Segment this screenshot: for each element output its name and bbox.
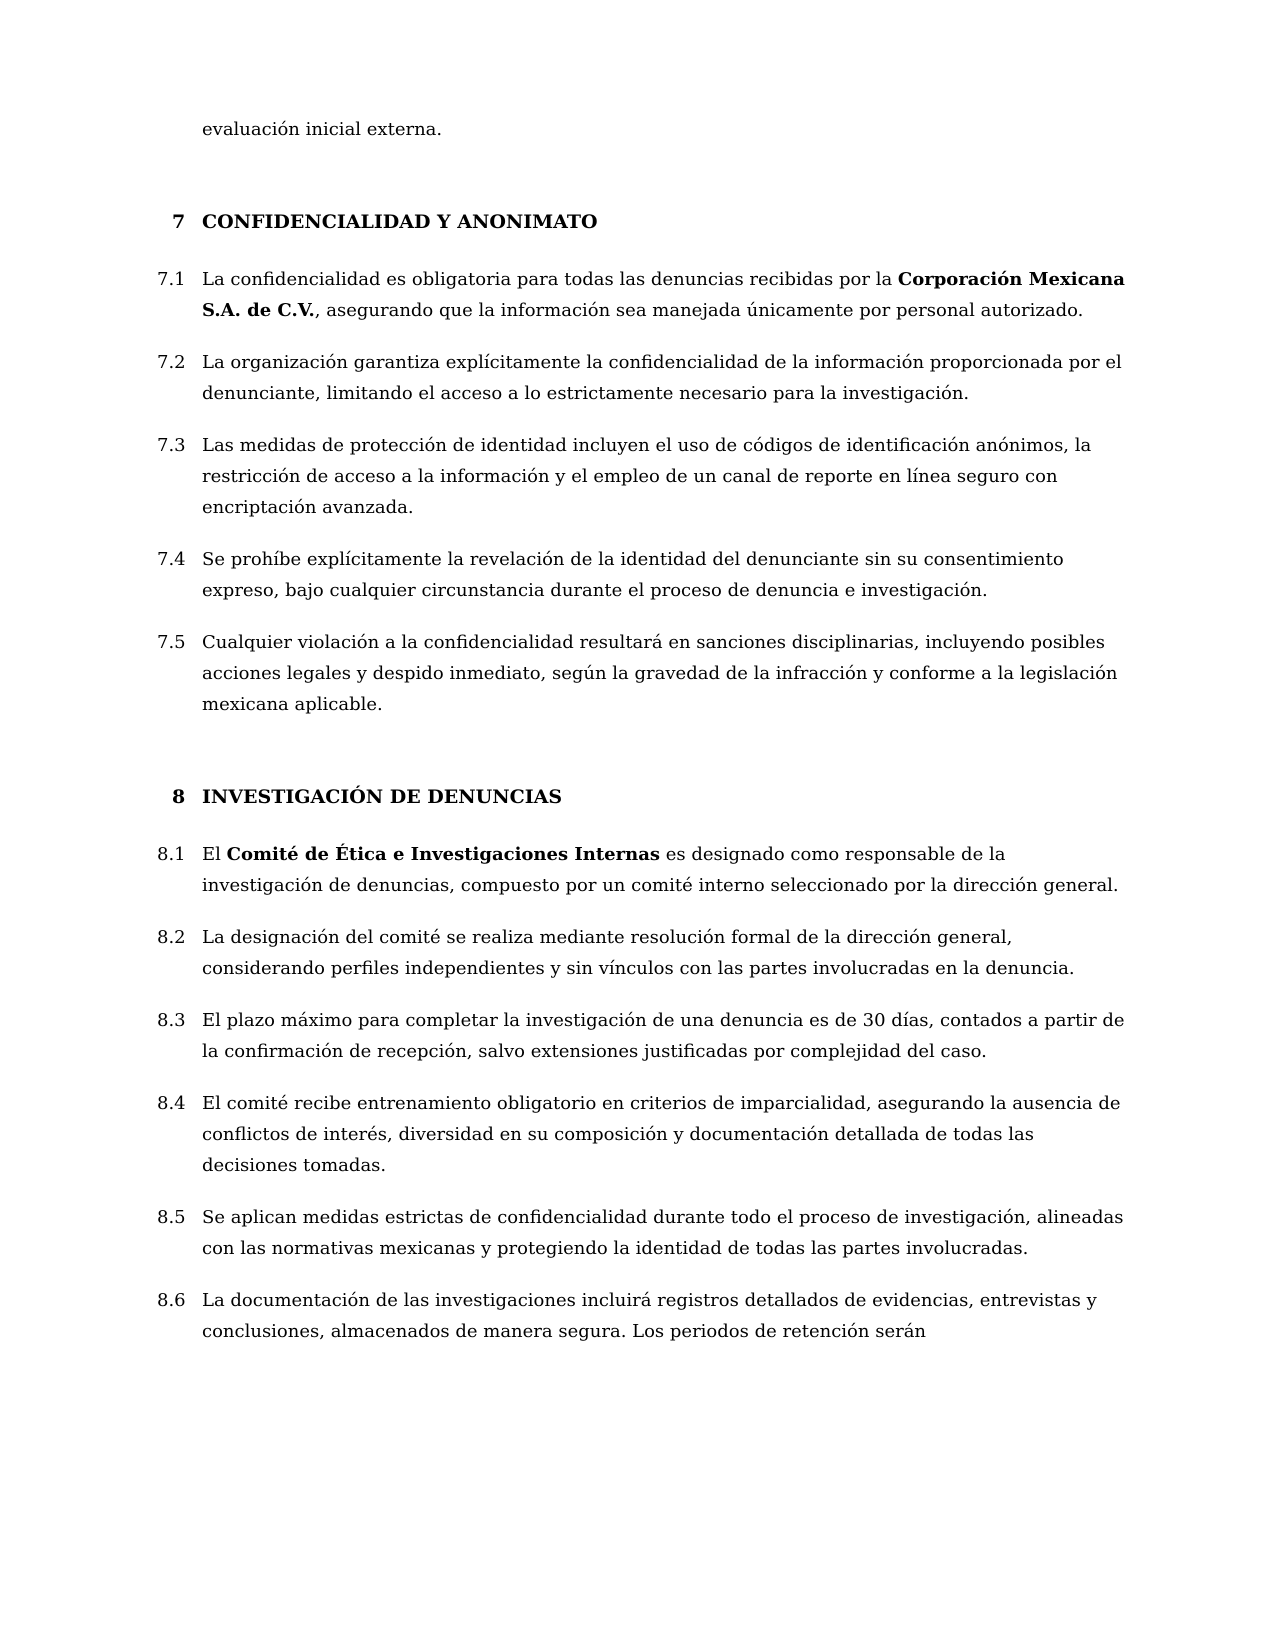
clause-item — [157, 839, 1132, 901]
bold-text-run: Comité de Ética e Investigaciones Internas — [226, 844, 660, 865]
clause-item — [157, 1285, 1132, 1347]
text-run: La documentación de las investigaciones incluirá registros detallados de evidencias, entrevistas y conclusiones, almacenados de manera segura. Los periodos de retención serán — [202, 1290, 1097, 1342]
text-run: Se prohíbe explícitamente la revelación de la identidad del denunciante sin su consentimiento expreso, bajo cualquier circunstancia durante el proceso de denuncia e investigación. — [202, 549, 1064, 601]
clause-item — [157, 264, 1132, 326]
text-run: El comité recibe entrenamiento obligatorio en criterios de imparcialidad, asegurando la ausencia de conflictos de interés, diversidad en su composición y documentación detallada de todas las decisiones tomadas. — [202, 1093, 1121, 1176]
section-number: 7 — [172, 211, 186, 233]
clause-number: 8.3 — [157, 1010, 186, 1031]
section-heading — [157, 207, 1132, 238]
clause-item — [157, 1202, 1132, 1264]
clause-text — [202, 544, 1132, 606]
clause-item — [157, 347, 1132, 409]
clause-number: 8.1 — [157, 844, 186, 865]
clause-number: 8.2 — [157, 927, 186, 948]
clause-text — [202, 430, 1132, 523]
text-run: La organización garantiza explícitamente la confidencialidad de la información proporcionada por el denunciante, limitando el acceso a lo estrictamente necesario para la investigación. — [202, 352, 1122, 404]
clause-item — [157, 1005, 1132, 1067]
text-run: Se aplican medidas estrictas de confidencialidad durante todo el proceso de investigación, alineadas con las normativas mexicanas y protegiendo la identidad de todas las partes involucradas. — [202, 1207, 1124, 1259]
clause-number: 7.2 — [157, 352, 186, 373]
paragraph-continuation: evaluación inicial externa. — [202, 119, 443, 140]
clause-text — [202, 1202, 1132, 1264]
clause-item — [157, 922, 1132, 984]
clause-number: 7.5 — [157, 632, 186, 653]
clause-number: 8.4 — [157, 1093, 186, 1114]
clause-text — [202, 839, 1132, 901]
clause-text — [202, 627, 1132, 720]
clause-text — [202, 347, 1132, 409]
bold-text-run: Corporación Mexicana S.A. de C.V. — [202, 269, 1125, 321]
clause-item — [157, 627, 1132, 720]
clause-item — [157, 1088, 1132, 1181]
clause-number: 7.3 — [157, 435, 186, 456]
section-title: CONFIDENCIALIDAD Y ANONIMATO — [202, 211, 598, 233]
clause-text — [202, 1088, 1132, 1181]
text-run: Cualquier violación a la confidencialidad resultará en sanciones disciplinarias, incluyendo posibles acciones legales y despido inmediato, según la gravedad de la infracción y conforme a la legislación mexicana aplicable. — [202, 632, 1118, 715]
text-run: es designado como responsable de la investigación de denuncias, compuesto por un comité interno seleccionado por la dirección general. — [202, 844, 1119, 896]
text-run: Las medidas de protección de identidad incluyen el uso de códigos de identificación anónimos, la restricción de acceso a la información y el empleo de un canal de reporte en línea seguro con encriptación avanzada. — [202, 435, 1092, 518]
text-run: , asegurando que la información sea manejada únicamente por personal autorizado. — [314, 300, 1084, 321]
section-number: 8 — [172, 786, 186, 808]
text-run: La confidencialidad es obligatoria para todas las denuncias recibidas por la — [202, 269, 898, 290]
text-run: La designación del comité se realiza mediante resolución formal de la dirección general, considerando perfiles independientes y sin vínculos con las partes involucradas en la denuncia. — [202, 927, 1075, 979]
clause-item — [157, 544, 1132, 606]
clause-number: 7.1 — [157, 269, 186, 290]
clause-item — [157, 430, 1132, 523]
text-run: El plazo máximo para completar la investigación de una denuncia es de 30 días, contados a partir de la confirmación de recepción, salvo extensiones justificadas por complejidad del caso. — [202, 1010, 1125, 1062]
clause-number: 8.5 — [157, 1207, 186, 1228]
clause-number: 7.4 — [157, 549, 186, 570]
section-heading — [157, 782, 1132, 813]
clause-text — [202, 1285, 1132, 1347]
sections-container — [157, 207, 1132, 1347]
clause-number: 8.6 — [157, 1290, 186, 1311]
text-run: El — [202, 844, 227, 865]
clause-text — [202, 264, 1132, 326]
clause-text — [202, 922, 1132, 984]
section-title: INVESTIGACIÓN DE DENUNCIAS — [202, 786, 563, 808]
clause-text — [202, 1005, 1132, 1067]
